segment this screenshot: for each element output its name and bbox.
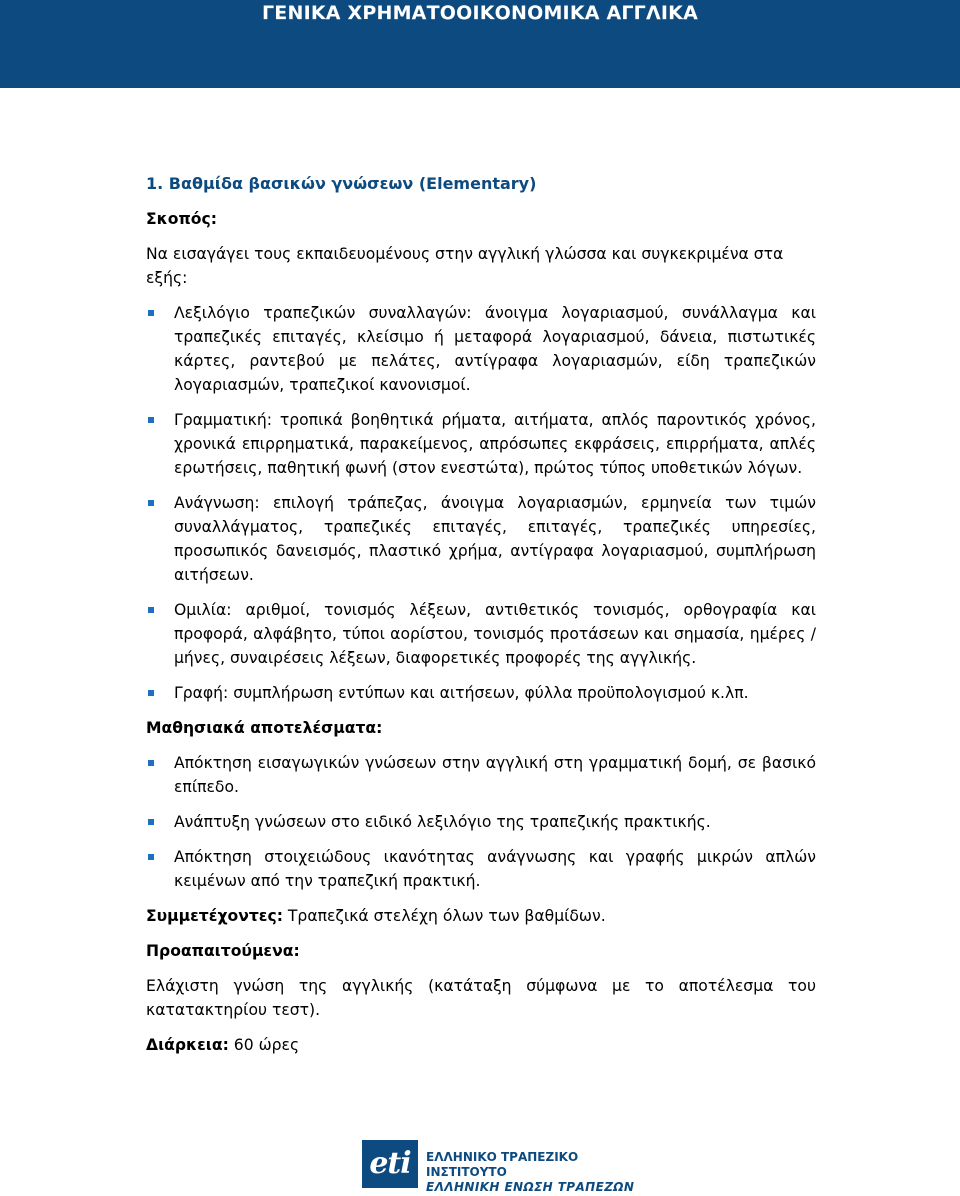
list-item (146, 491, 816, 587)
logo-line-association: ΕΛΛΗΝΙΚΗ ΕΝΩΣΗ ΤΡΑΠΕΖΩΝ (426, 1180, 635, 1194)
duration-label: Διάρκεια: (146, 1036, 229, 1054)
prerequisites-label: Προαπαιτούμενα: (146, 942, 300, 960)
list-item (146, 408, 816, 480)
course-section (146, 172, 816, 1057)
logo-line-institute: ΕΛΛΗΝΙΚΟ ΤΡΑΠΕΖΙΚΟ ΙΝΣΤΙΤΟΥΤΟ (426, 1150, 579, 1179)
duration-line (146, 1033, 816, 1057)
section-heading: 1. Βαθμίδα βασικών γνώσεων (Elementary) (146, 174, 537, 193)
list-item-text: Ανάπτυξη γνώσεων στο ειδικό λεξιλόγιο της τραπεζικής πρακτικής. (174, 813, 711, 831)
header-band (0, 0, 960, 88)
purpose-label: Σκοπός: (146, 210, 217, 228)
footer-logo (362, 1138, 662, 1194)
square-bullet-icon (148, 310, 154, 316)
list-item (146, 751, 816, 799)
participants-line (146, 904, 816, 928)
list-item (146, 301, 816, 397)
objectives-list (146, 301, 816, 705)
list-item-text: Ομιλία: αριθμοί, τονισμός λέξεων, αντιθετικός τονισμός, ορθογραφία και προφορά, αλφάβητο, τύποι αορίστου, τονισμός προτάσεων και σημασία, ημέρες / μήνες, συναιρέσεις λέξεων, διαφορετικές προφορές της αγγλικής. (174, 601, 816, 667)
list-item-text: Απόκτηση στοιχειώδους ικανότητας ανάγνωσης και γραφής μικρών απλών κειμένων από την τραπεζική πρακτική. (174, 848, 816, 890)
square-bullet-icon (148, 417, 154, 423)
square-bullet-icon (148, 690, 154, 696)
list-item (146, 810, 816, 834)
square-bullet-icon (148, 500, 154, 506)
prerequisites-value: Ελάχιστη γνώση της αγγλικής (κατάταξη σύμφωνα με το αποτέλεσμα του κατατακτηρίου τεστ). (146, 977, 816, 1019)
outcomes-label: Μαθησιακά αποτελέσματα: (146, 719, 383, 737)
duration-value: 60 ώρες (228, 1036, 300, 1054)
participants-label: Συμμετέχοντες: (146, 907, 283, 925)
square-bullet-icon (148, 819, 154, 825)
list-item (146, 681, 816, 705)
outcomes-list (146, 751, 816, 893)
square-bullet-icon (148, 854, 154, 860)
participants-value: Τραπεζικά στελέχη όλων των βαθμίδων. (282, 907, 606, 925)
list-item-text: Λεξιλόγιο τραπεζικών συναλλαγών: άνοιγμα λογαριασμού, συνάλλαγμα και τραπεζικές επιταγές, κλείσιμο ή μεταφορά λογαριασμού, δάνεια, πιστωτικές κάρτες, ραντεβού με πελάτες, αντίγραφα λογαριασμών, είδη τραπεζικών λογαριασμών, τραπεζικοί κανονισμοί. (174, 304, 816, 394)
list-item (146, 845, 816, 893)
document-title: ΓΕΝΙΚΑ ΧΡΗΜΑΤΟΟΙΚΟΝΟΜΙΚΑ ΑΓΓΛΙΚΑ (262, 2, 698, 24)
list-item-text: Απόκτηση εισαγωγικών γνώσεων στην αγγλική στη γραμματική δομή, σε βασικό επίπεδο. (174, 754, 816, 796)
square-bullet-icon (148, 607, 154, 613)
purpose-intro: Να εισαγάγει τους εκπαιδευομένους στην αγγλική γλώσσα και συγκεκριμένα στα εξής: (146, 245, 784, 287)
square-bullet-icon (148, 760, 154, 766)
eti-logo-mark: eti (362, 1140, 418, 1188)
logo-wordmark (426, 1150, 662, 1195)
list-item-text: Γραμματική: τροπικά βοηθητικά ρήματα, αιτήματα, απλός παροντικός χρόνος, χρονικά επιρρηματικά, παρακείμενος, απρόσωπες εκφράσεις, επιρρήματα, απλές ερωτήσεις, παθητική φωνή (στον ενεστώτα), πρώτος τύπος υποθετικών λόγων. (174, 411, 816, 477)
list-item-text: Ανάγνωση: επιλογή τράπεζας, άνοιγμα λογαριασμών, ερμηνεία των τιμών συναλλάγματος, τραπεζικές επιταγές, επιταγές, τραπεζικές υπηρεσίες, προσωπικός δανεισμός, πλαστικό χρήμα, αντίγραφα λογαριασμού, συμπλήρωση αιτήσεων. (174, 494, 816, 584)
list-item-text: Γραφή: συμπλήρωση εντύπων και αιτήσεων, φύλλα προϋπολογισμού κ.λπ. (174, 684, 749, 702)
list-item (146, 598, 816, 670)
